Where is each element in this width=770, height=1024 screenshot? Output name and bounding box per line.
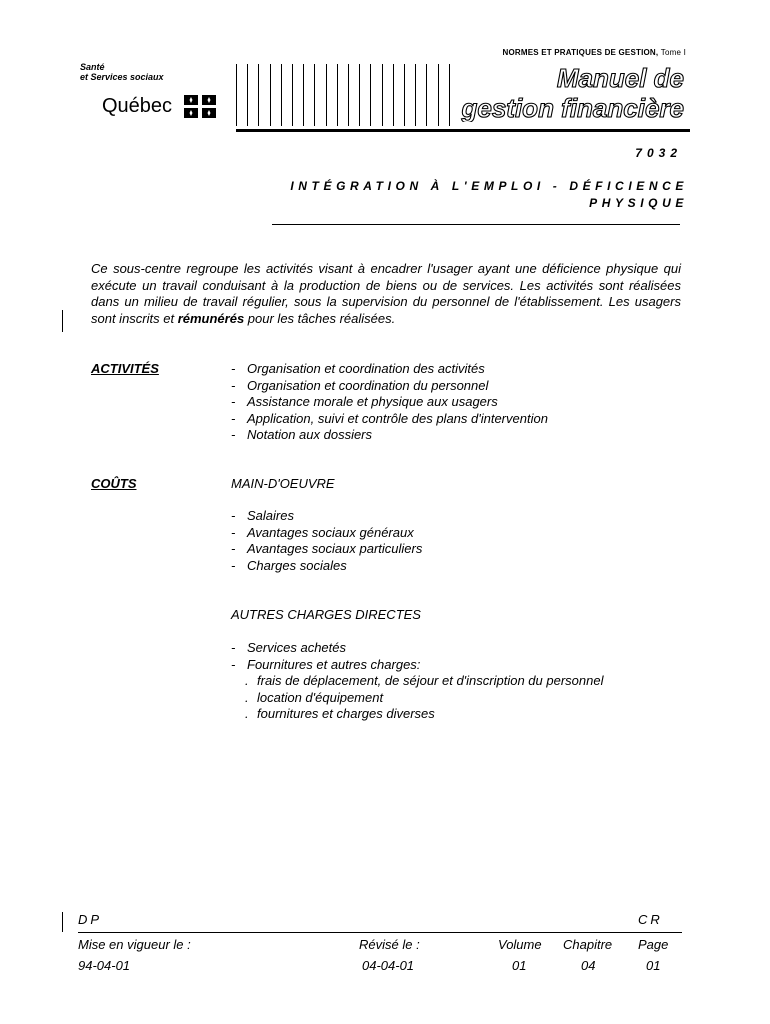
list-item: - Organisation et coordination des activités [231,361,485,376]
page-label: Page [638,937,669,952]
manual-title-line-1: Manuel de [556,63,684,93]
footer-left-code: DP [78,912,103,927]
mise-en-vigueur-label: Mise en vigueur le : [78,937,191,952]
header-divider [236,129,690,132]
list-item: - Salaires [231,508,294,523]
volume-value: 01 [512,958,527,973]
manual-title-line-2: gestion financière [461,93,684,122]
list-item: - Application, suivi et contrôle des plans d'intervention [231,410,548,426]
volume-label: Volume [498,937,542,952]
logo-line-3: Québec [102,95,173,117]
page-value: 01 [646,958,661,973]
intro-paragraph [91,261,681,327]
chapitre-value: 04 [581,958,596,973]
header-barcode-decoration [236,64,450,126]
series-title [440,48,686,57]
revise-label: Révisé le : [359,937,420,952]
list-item: - Notation aux dossiers [231,427,373,442]
main-oeuvre-heading: MAIN-D'OEUVRE [231,476,335,491]
footer-margin-mark [62,912,63,932]
quebec-logo [80,62,230,122]
main-oeuvre-list [231,508,681,574]
logo-line-2: et Services sociaux [80,72,164,82]
manual-title [452,62,690,122]
revision-margin-mark [62,310,63,332]
autres-charges-list [231,640,681,723]
list-item: - Fournitures et autres charges: [231,656,421,672]
footer-divider [78,932,682,933]
series-name: NORMES ET PRATIQUES DE GESTION, [502,48,659,57]
list-item: - Avantages sociaux particuliers [231,541,423,556]
sub-list-item: . fournitures et charges diverses [245,706,435,721]
list-item: - Assistance morale et physique aux usagers [231,394,498,409]
chapitre-label: Chapitre [563,937,613,952]
tome-label: Tome I [660,48,686,57]
footer-right-code: CR [638,912,663,927]
activites-label: ACTIVITÉS [91,361,159,376]
document-title-line-2: PHYSIQUE [589,196,688,210]
autres-charges-heading: AUTRES CHARGES DIRECTES [231,607,421,622]
document-title-line-1: INTÉGRATION À L'EMPLOI - DÉFICIENCE [290,179,688,193]
document-code: 7032 [635,146,682,160]
activites-list [231,361,681,444]
list-item: - Avantages sociaux généraux [231,524,414,540]
revise-value: 04-04-01 [362,958,415,973]
list-item: - Services achetés [231,640,346,655]
document-title [250,178,688,212]
logo-line-1: Santé [80,62,105,72]
intro-text-2: pour les tâches réalisées. [244,310,396,326]
couts-label: COÛTS [91,476,137,491]
list-item: - Charges sociales [231,557,347,573]
sub-list-item: . frais de déplacement, de séjour et d'inscription du personnel [245,673,604,688]
title-divider [272,224,680,225]
intro-text-bold: rémunérés [177,310,245,326]
list-item: - Organisation et coordination du personnel [231,377,489,393]
fleurdelise-flag-icon [184,95,217,119]
sub-list-item: . location d'équipement [245,689,384,705]
mise-en-vigueur-value: 94-04-01 [78,958,131,973]
intro-text-1: Ce sous-centre regroupe les activités visant à encadrer l'usager ayant une déficience physique qui exécute un travail conduisant à la production de biens ou de services. Les activités sont réalisées dans un milieu de travail régulier, sous la supervision du personnel de l'établissement. Les usagers sont inscrits et [91,261,681,326]
